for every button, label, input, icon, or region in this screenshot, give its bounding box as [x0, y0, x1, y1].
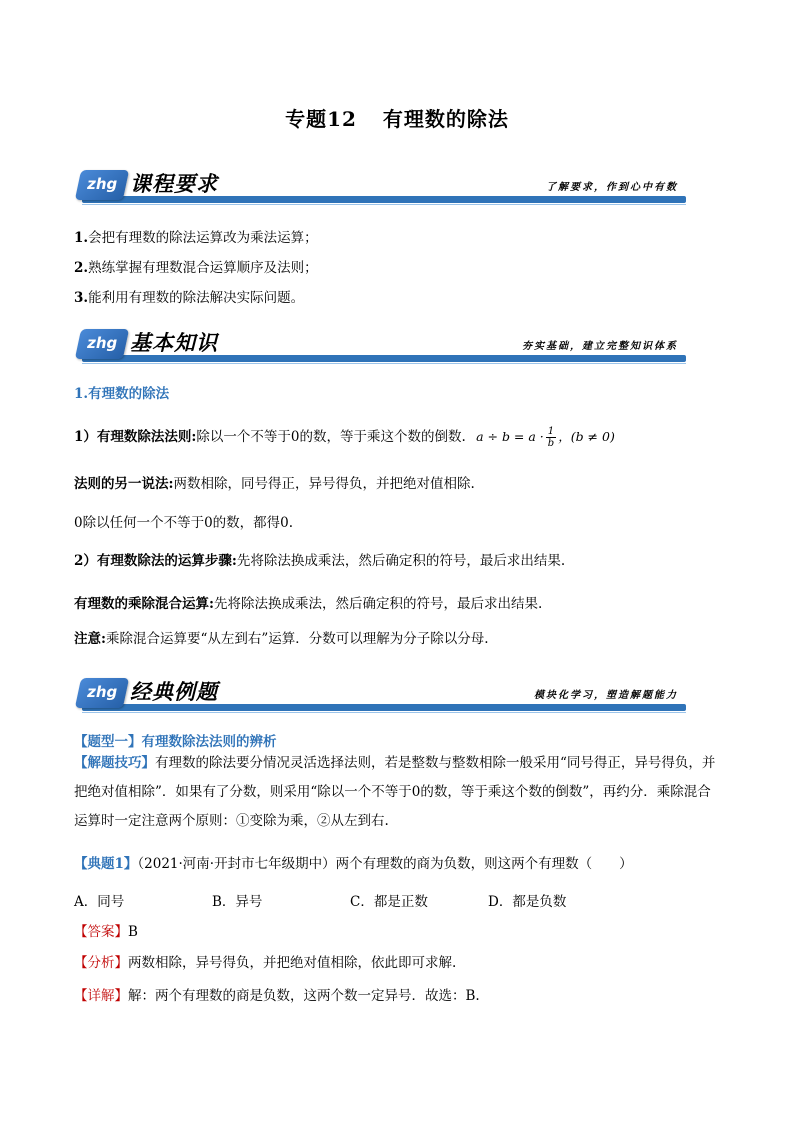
banner-slogan: 夯实基础，建立完整知识体系 [522, 341, 678, 352]
requirement-item: 2.熟练掌握有理数混合运算顺序及法则； [74, 260, 318, 276]
banner-course-requirements [74, 166, 686, 210]
question-type-label: 【题型一】有理数除法法则的辨析 [74, 734, 277, 750]
detail-line: 【详解】解：两个有理数的商是负数，这两个数一定异号．故选：B. [74, 988, 480, 1004]
banner-slogan: 了解要求，作到心中有数 [546, 182, 678, 193]
answer-line: 【答案】B [74, 924, 138, 940]
formula: a ÷ b = a · $\frac{1}{b}$ ，(b ≠ 0) [476, 426, 615, 449]
zhg-logo-icon: zhg [75, 329, 129, 359]
note-line: 注意:乘除混合运算要“从左到右”运算．分数可以理解为分子除以分母. [74, 631, 489, 647]
banner-slogan: 模块化学习，塑造解题能力 [534, 690, 678, 701]
alt-rule-line: 法则的另一说法:两数相除，同号得正，异号得负，并把绝对值相除. [74, 476, 475, 492]
zhg-logo-icon: zhg [75, 170, 129, 200]
question: 【典题1】（2021·河南·开封市七年级期中）两个有理数的商为负数，则这两个有理数（ ） [74, 856, 633, 872]
title-name: 有理数的除法 [382, 107, 509, 131]
requirement-item: 3.能利用有理数的除法解决实际问题。 [74, 290, 305, 306]
banner-underline [82, 204, 686, 205]
banner-classic-examples [74, 674, 686, 718]
zhg-logo-icon: zhg [75, 678, 129, 708]
steps-line: 2）有理数除法的运算步骤:先将除法换成乘法，然后确定积的符号，最后求出结果. [74, 553, 566, 569]
requirement-item: 1.会把有理数的除法运算改为乘法运算； [74, 230, 318, 246]
analysis-line: 【分析】两数相除，异号得负，并把绝对值相除，依此即可求解. [74, 955, 457, 971]
options-row [74, 890, 626, 910]
solving-tip: 【解题技巧】有理数的除法要分情况灵活选择法则，若是整数与整数相除一般采用“同号得正，异号得负，并把绝对值相除”．如果有了分数，则采用“除以一个不等于0的数，等于乘这个数的倒数”，再约分．乘除混合运算时一定注意两个原则：①变除为乘，②从左到右. [74, 755, 716, 829]
zero-rule-line: 0除以任何一个不等于0的数，都得0. [74, 515, 294, 531]
page-title [0, 103, 794, 132]
banner-basic-knowledge [74, 325, 686, 369]
option-d: D．都是负数 [488, 894, 567, 910]
section-title: 1.有理数的除法 [74, 386, 170, 402]
option-c: C．都是正数 [350, 894, 428, 910]
banner-underline [82, 712, 686, 713]
banner-heading: 经典例题 [130, 680, 218, 704]
banner-underline [82, 363, 686, 364]
title-number: 专题12 [285, 107, 357, 131]
mixed-line: 有理数的乘除混合运算:先将除法换成乘法，然后确定积的符号，最后求出结果. [74, 596, 543, 612]
banner-heading: 课程要求 [130, 172, 218, 196]
rule-line: 1）有理数除法法则:除以一个不等于0的数，等于乘这个数的倒数. a ÷ b = a · $\frac{1}{b}$ ，(b ≠ 0) [74, 426, 615, 449]
option-b: B．异号 [212, 894, 263, 910]
banner-heading: 基本知识 [130, 331, 218, 355]
option-a: A．同号 [74, 894, 125, 910]
